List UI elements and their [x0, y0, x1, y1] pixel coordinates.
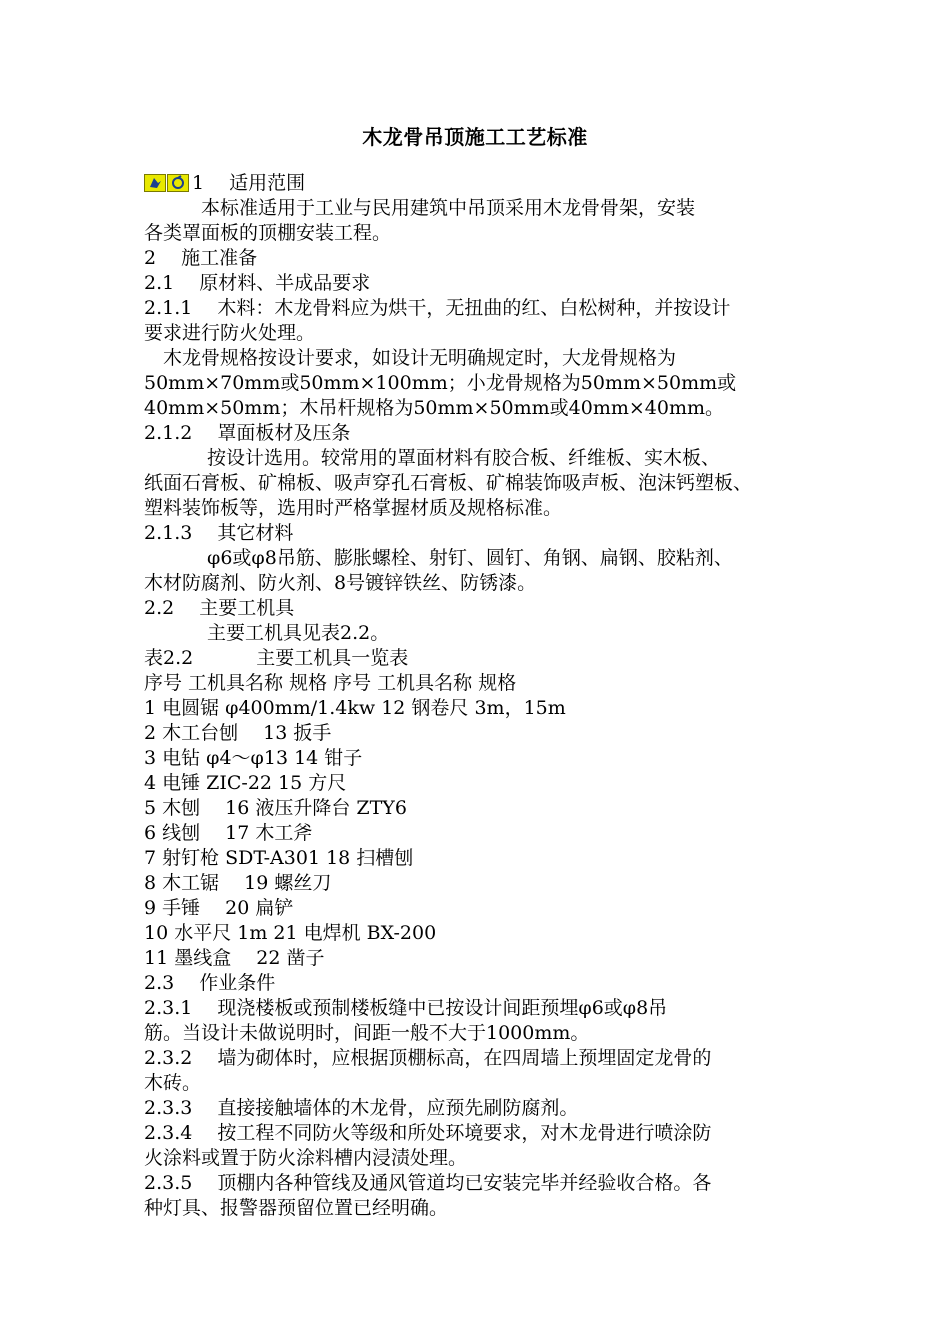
table-row: 8 木工锯 19 螺丝刀 — [144, 872, 332, 894]
paragraph-line: 木砖。 — [144, 1072, 202, 1094]
subsection-heading: 2.2 主要工机具 — [144, 597, 295, 619]
page-title: 木龙骨吊顶施工工艺标准 — [362, 125, 588, 149]
toolbar-icons — [144, 172, 190, 197]
table-row: 4 电锤 ZIC-22 15 方尺 — [144, 772, 347, 794]
paragraph-line: 2.3.1 现浇楼板或预制楼板缝中已按设计间距预埋φ6或φ8吊 — [144, 997, 668, 1019]
table-caption: 表2.2 主要工机具一览表 — [144, 647, 409, 669]
paragraph-line: 主要工机具见表2.2。 — [144, 622, 390, 644]
paragraph-line: 2.1.1 木料：木龙骨料应为烘干，无扭曲的红、白松树种，并按设计 — [144, 297, 731, 319]
paragraph-line: 塑料装饰板等，选用时严格掌握材质及规格标准。 — [144, 497, 563, 519]
subsection-heading: 2.1 原材料、半成品要求 — [144, 272, 371, 294]
paragraph-line: φ6或φ8吊筋、膨胀螺栓、射钉、圆钉、角钢、扁钢、胶粘剂、 — [144, 547, 733, 569]
section-heading: 1 适用范围 — [144, 171, 824, 196]
table-row: 6 线刨 17 木工斧 — [144, 822, 313, 844]
table-header: 序号 工机具名称 规格 序号 工机具名称 规格 — [144, 672, 517, 694]
table-row: 2 木工台刨 13 扳手 — [144, 722, 332, 744]
paragraph-line: 筋。当设计未做说明时，间距一般不大于1000mm。 — [144, 1022, 590, 1044]
document-body — [144, 171, 824, 1221]
table-row: 7 射钉枪 SDT-A301 18 扫槽刨 — [144, 847, 414, 869]
table-row: 5 木刨 16 液压升降台 ZTY6 — [144, 797, 407, 819]
paragraph-line: 种灯具、报警器预留位置已经明确。 — [144, 1197, 449, 1219]
paragraph-line: 木龙骨规格按设计要求，如设计无明确规定时，大龙骨规格为 — [144, 347, 677, 369]
subsection-heading: 2.3 作业条件 — [144, 972, 276, 994]
paragraph-line: 木材防腐剂、防火剂、8号镀锌铁丝、防锈漆。 — [144, 572, 537, 594]
paragraph-line: 要求进行防火处理。 — [144, 322, 316, 344]
table-row: 3 电钻 φ4～φ13 14 钳子 — [144, 747, 363, 769]
paragraph-line: 本标准适用于工业与民用建筑中吊顶采用木龙骨骨架，安装 — [144, 197, 696, 219]
section-heading: 2 施工准备 — [144, 247, 258, 269]
table-row: 10 水平尺 1m 21 电焊机 BX-200 — [144, 922, 437, 944]
paragraph-line: 2.3.2 墙为砌体时，应根据顶棚标高，在四周墙上预埋固定龙骨的 — [144, 1047, 712, 1069]
toggle-icon[interactable] — [167, 174, 189, 192]
subsection-heading: 2.1.2 罩面板材及压条 — [144, 422, 351, 444]
paragraph-line: 火涂料或置于防火涂料槽内浸渍处理。 — [144, 1147, 468, 1169]
table-row: 9 手锤 20 扁铲 — [144, 897, 294, 919]
subsection-heading: 2.1.3 其它材料 — [144, 522, 294, 544]
paragraph-line: 各类罩面板的顶棚安装工程。 — [144, 222, 392, 244]
paragraph-line: 50mm×70mm或50mm×100mm；小龙骨规格为50mm×50mm或 — [144, 372, 737, 394]
table-row: 11 墨线盒 22 凿子 — [144, 947, 325, 969]
paragraph-line: 40mm×50mm；木吊杆规格为50mm×50mm或40mm×40mm。 — [144, 397, 725, 419]
book-icon[interactable] — [144, 174, 166, 192]
paragraph-line: 2.3.3 直接接触墙体的木龙骨，应预先刷防腐剂。 — [144, 1097, 579, 1119]
paragraph-line: 纸面石膏板、矿棉板、吸声穿孔石膏板、矿棉装饰吸声板、泡沫钙塑板、 — [144, 472, 753, 494]
paragraph-line: 2.3.4 按工程不同防火等级和所处环境要求，对木龙骨进行喷涂防 — [144, 1122, 712, 1144]
table-row: 1 电圆锯 φ400mm/1.4kw 12 钢卷尺 3m，15m — [144, 697, 566, 719]
paragraph-line: 按设计选用。较常用的罩面材料有胶合板、纤维板、实木板、 — [144, 447, 721, 469]
paragraph-line: 2.3.5 顶棚内各种管线及通风管道均已安装完毕并经验收合格。各 — [144, 1172, 712, 1194]
